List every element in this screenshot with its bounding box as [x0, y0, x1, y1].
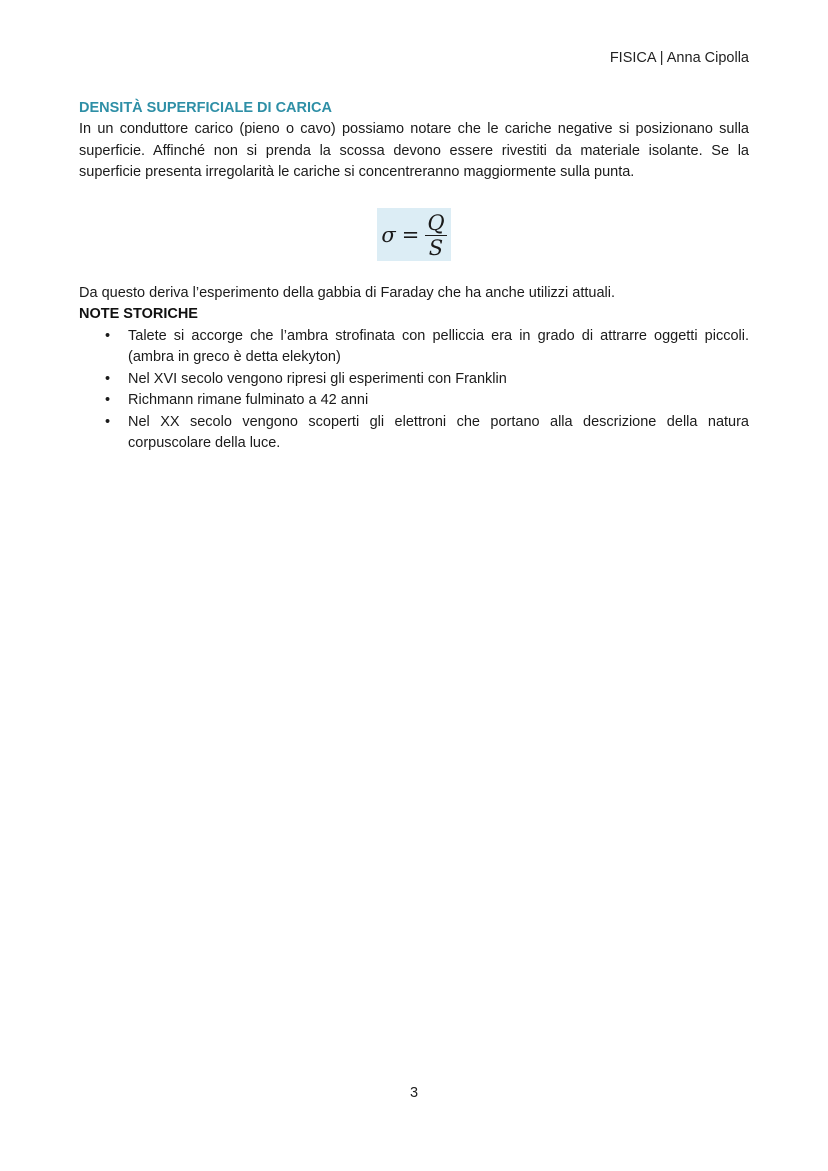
- surface-charge-formula: [377, 208, 450, 261]
- formula-container: [79, 208, 749, 261]
- formula-equals: =: [401, 223, 420, 247]
- page-header: FISICA | Anna Cipolla: [609, 50, 749, 66]
- formula-fraction: [425, 212, 446, 259]
- list-item: [79, 390, 749, 412]
- list-item-text: Nel XVI secolo vengono ripresi gli esperimenti con Franklin: [128, 370, 507, 387]
- formula-numerator: Q: [427, 210, 445, 235]
- faraday-paragraph: Da questo deriva l’esperimento della gabbia di Faraday che ha anche utilizzi attuali.: [79, 284, 616, 301]
- document-body: [79, 98, 749, 455]
- list-item-text: Nel XX secolo vengono scoperti gli elettroni che portano alla descrizione della natura corpuscolare della luce.: [128, 413, 749, 451]
- bullet-icon: •: [105, 327, 111, 344]
- bullet-icon: •: [105, 392, 111, 408]
- notes-list: [79, 326, 749, 455]
- formula-sigma: σ: [381, 223, 396, 247]
- list-item: [79, 326, 749, 369]
- formula-denominator: S: [428, 235, 444, 260]
- bullet-icon: •: [105, 370, 111, 387]
- list-item-text: Richmann rimane fulminato a 42 anni: [128, 392, 369, 408]
- page-number: 3: [409, 1085, 419, 1101]
- list-item: [79, 412, 749, 455]
- bullet-icon: •: [105, 413, 111, 430]
- section-title: DENSITÀ SUPERFICIALE DI CARICA: [79, 100, 332, 116]
- notes-heading: NOTE STORICHE: [79, 306, 198, 322]
- section-paragraph: In un conduttore carico (pieno o cavo) possiamo notare che le cariche negative si posizionano sulla superficie. Affinché non si prenda la scossa devono essere rivestiti da materiale isolante. Se la superficie presenta irregolarità le cariche si concentreranno maggiormente sulla punta.: [79, 121, 749, 180]
- list-item-text: Talete si accorge che l’ambra strofinata con pelliccia era in grado di attrarre oggetti piccoli. (ambra in greco è detta elekyton): [128, 327, 749, 365]
- list-item: [79, 369, 749, 391]
